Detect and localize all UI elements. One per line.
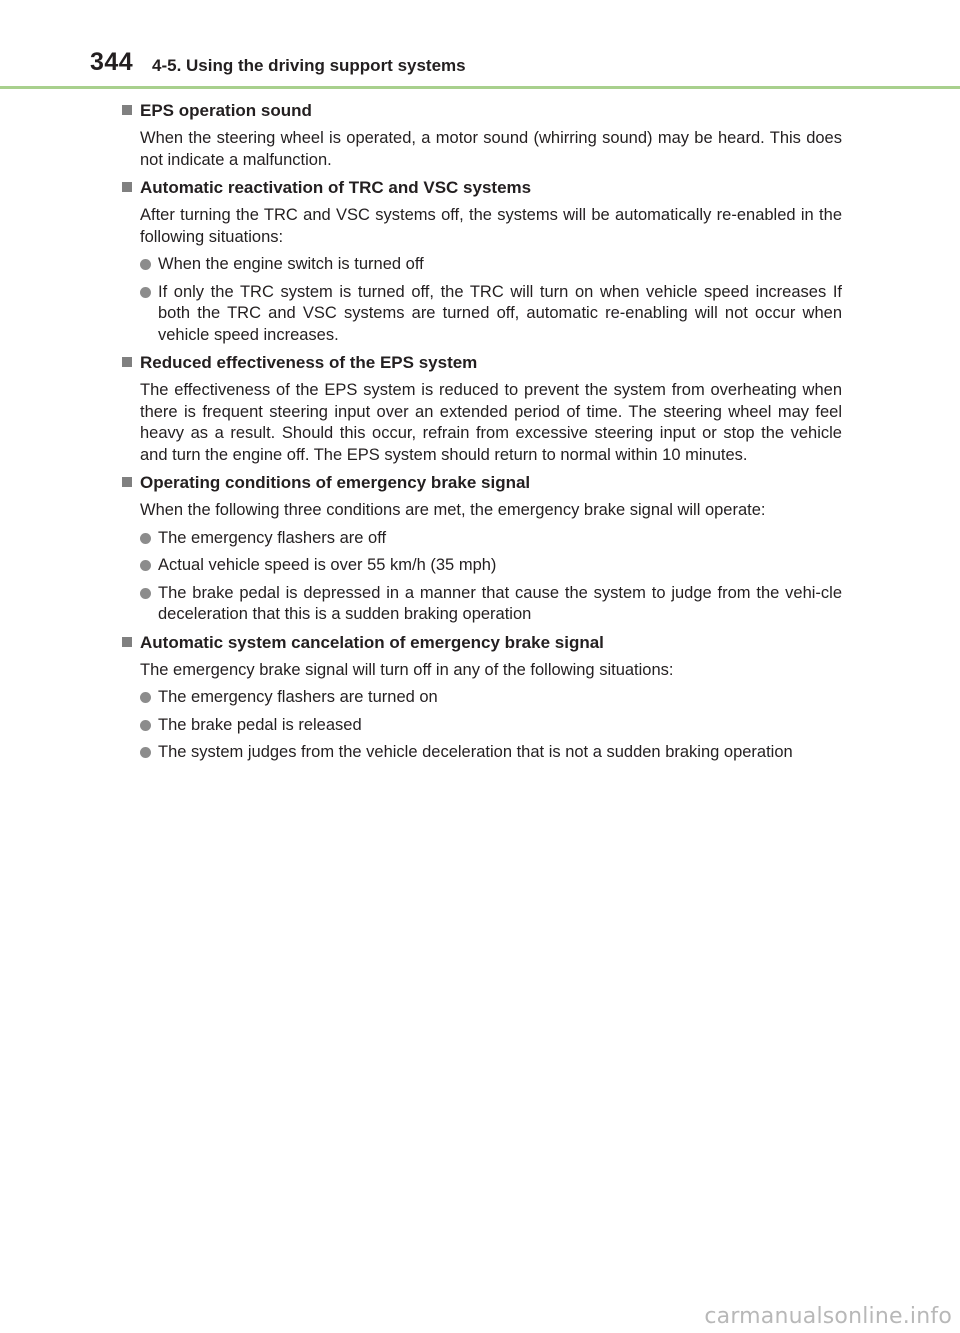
list-item [140, 742, 842, 764]
list-item-text: The brake pedal is depressed in a manner that cause the system to judge from the vehi-cle deceleration that this is a sudden braking operation [158, 583, 842, 623]
circle-bullet-icon [140, 533, 151, 544]
paragraph: When the following three conditions are met, the emergency brake signal will operate: [140, 501, 766, 519]
section-eps-reduced-effectiveness [122, 352, 842, 466]
section-heading [122, 632, 842, 654]
section-emergency-brake-cancelation [122, 632, 842, 764]
section-trc-vsc-reactivation [122, 177, 842, 346]
square-bullet-icon [122, 477, 132, 487]
list-item-text: The system judges from the vehicle deceleration that is not a sudden braking operation [158, 743, 793, 761]
section-emergency-brake-conditions [122, 472, 842, 626]
page-header [0, 0, 960, 90]
section-heading [122, 472, 842, 494]
section-heading-text: EPS operation sound [140, 101, 312, 120]
section-heading-text: Operating conditions of emergency brake signal [140, 473, 531, 492]
square-bullet-icon [122, 182, 132, 192]
list-item-text: Actual vehicle speed is over 55 km/h (35 mph) [158, 556, 497, 574]
section-heading-text: Automatic reactivation of TRC and VSC systems [140, 178, 532, 197]
list-item [140, 715, 842, 737]
list-item [140, 555, 842, 577]
page-content [122, 100, 842, 770]
page-number: 344 [90, 48, 134, 76]
circle-bullet-icon [140, 287, 151, 298]
circle-bullet-icon [140, 720, 151, 731]
paragraph: The emergency brake signal will turn off in any of the following situations: [140, 660, 674, 679]
section-heading-text: Reduced effectiveness of the EPS system [140, 353, 478, 372]
circle-bullet-icon [140, 692, 151, 703]
list-item-text: If only the TRC system is turned off, the TRC will turn on when vehicle speed increases If both the TRC and VSC systems are turned off, automatic re-enabling will not occur when vehicle speed increases. [158, 282, 842, 344]
section-heading [122, 352, 842, 374]
section-heading [122, 177, 842, 199]
header-divider [0, 86, 960, 89]
list-item-text: The emergency flashers are turned on [158, 688, 438, 706]
square-bullet-icon [122, 357, 132, 367]
list-item [140, 254, 842, 276]
circle-bullet-icon [140, 747, 151, 758]
circle-bullet-icon [140, 588, 151, 599]
paragraph: The effectiveness of the EPS system is reduced to prevent the system from overheating when there is frequent steering input over an extended period of time. The steering wheel may feel heavy as a result. Should this occur, refrain from excessive steering input or stop the vehicle and turn the engine off. The EPS system should return to normal within 10 minutes. [140, 381, 842, 464]
list-item [140, 583, 842, 626]
section-title: 4-5. Using the driving support systems [152, 56, 466, 75]
list-item-text: When the engine switch is turned off [158, 255, 424, 273]
section-eps-operation-sound [122, 100, 842, 171]
section-heading-text: Automatic system cancelation of emergency brake signal [140, 632, 604, 652]
watermark: carmanualsonline.info [704, 1304, 952, 1329]
circle-bullet-icon [140, 259, 151, 270]
paragraph: After turning the TRC and VSC systems off, the systems will be automatically re-enabled in the following situations: [140, 206, 842, 246]
list-item [140, 687, 842, 709]
list-item-text: The emergency flashers are off [158, 528, 387, 547]
section-heading [122, 100, 842, 122]
list-item [140, 282, 842, 347]
paragraph: When the steering wheel is operated, a motor sound (whirring sound) may be heard. This does not indicate a malfunction. [140, 129, 842, 169]
list-item-text: The brake pedal is released [158, 715, 362, 734]
square-bullet-icon [122, 637, 132, 647]
square-bullet-icon [122, 105, 132, 115]
list-item [140, 528, 842, 550]
circle-bullet-icon [140, 560, 151, 571]
